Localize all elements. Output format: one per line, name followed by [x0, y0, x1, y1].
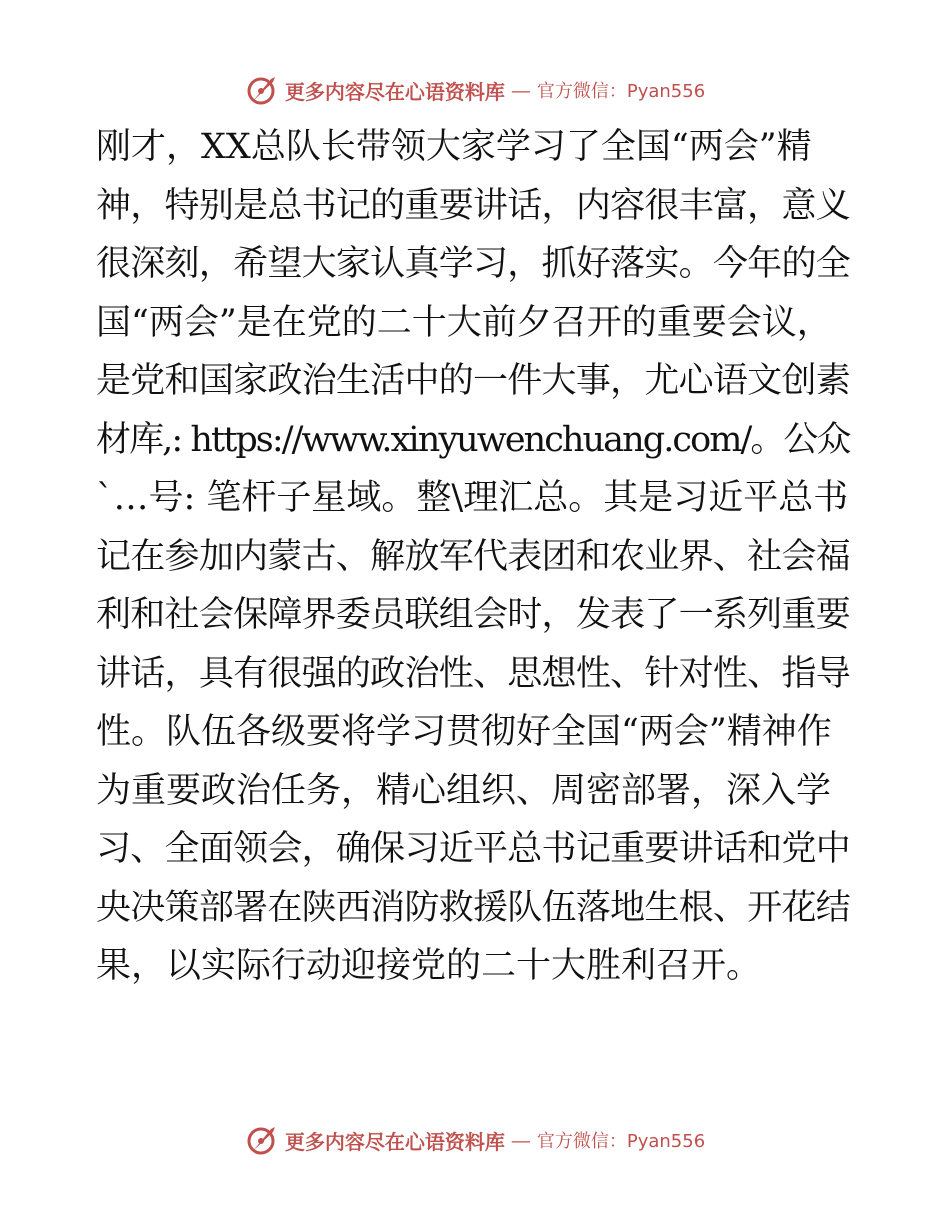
- text-line: 习、全面领会，确保习近平总书记重要讲话和党中: [96, 829, 851, 869]
- header-wechat: 官方微信：Pyan556: [536, 81, 706, 102]
- footer-banner: [0, 1120, 950, 1160]
- header-separator: —: [510, 78, 531, 102]
- text-line: 刚才，XX总队长带领大家学习了全国“两会”精: [96, 127, 812, 167]
- text-line: 记在参加内蒙古、解放军代表团和农业界、社会福: [96, 536, 851, 577]
- text-line: 讲话，具有很强的政治性、思想性、针对性、指导: [96, 653, 851, 694]
- text-line: 是党和国家政治生活中的一件大事，尤心语文创素: [96, 361, 851, 401]
- text-line: 利和社会保障界委员联组会时，发表了一系列重要: [96, 595, 851, 635]
- footer-separator: —: [510, 1128, 531, 1152]
- text-line: 为重要政治任务，精心组织、周密部署，深入学: [96, 770, 832, 811]
- text-line: 央决策部署在陕西消防救援队伍落地生根、开花结: [96, 887, 851, 928]
- header-title: 更多内容尽在心语资料库: [284, 79, 505, 104]
- text-line: 国“两会”是在党的二十大前夕召开的重要会议，: [96, 302, 832, 343]
- header-banner: [0, 70, 950, 110]
- quill-logo-icon: [245, 73, 279, 107]
- quill-logo-icon: [245, 1123, 279, 1157]
- footer-wechat: 官方微信：Pyan556: [536, 1131, 706, 1152]
- text-line: `…号: 笔杆子星域。整\理汇总。其是习近平总书: [96, 478, 849, 518]
- text-line: 神，特别是总书记的重要讲话，内容很丰富，意义: [96, 185, 851, 226]
- text-line: 果，以实际行动迎接党的二十大胜利召开。: [96, 946, 762, 986]
- text-line: 很深刻，希望大家认真学习，抓好落实。今年的全: [96, 244, 851, 284]
- text-line: 材库,: https://www.xinyuwenchuang.com/。公众: [96, 419, 850, 460]
- text-line: 性。队伍各级要将学习贯彻好全国“两会”精神作: [96, 712, 832, 752]
- document-body: [96, 118, 850, 996]
- footer-title: 更多内容尽在心语资料库: [284, 1129, 505, 1154]
